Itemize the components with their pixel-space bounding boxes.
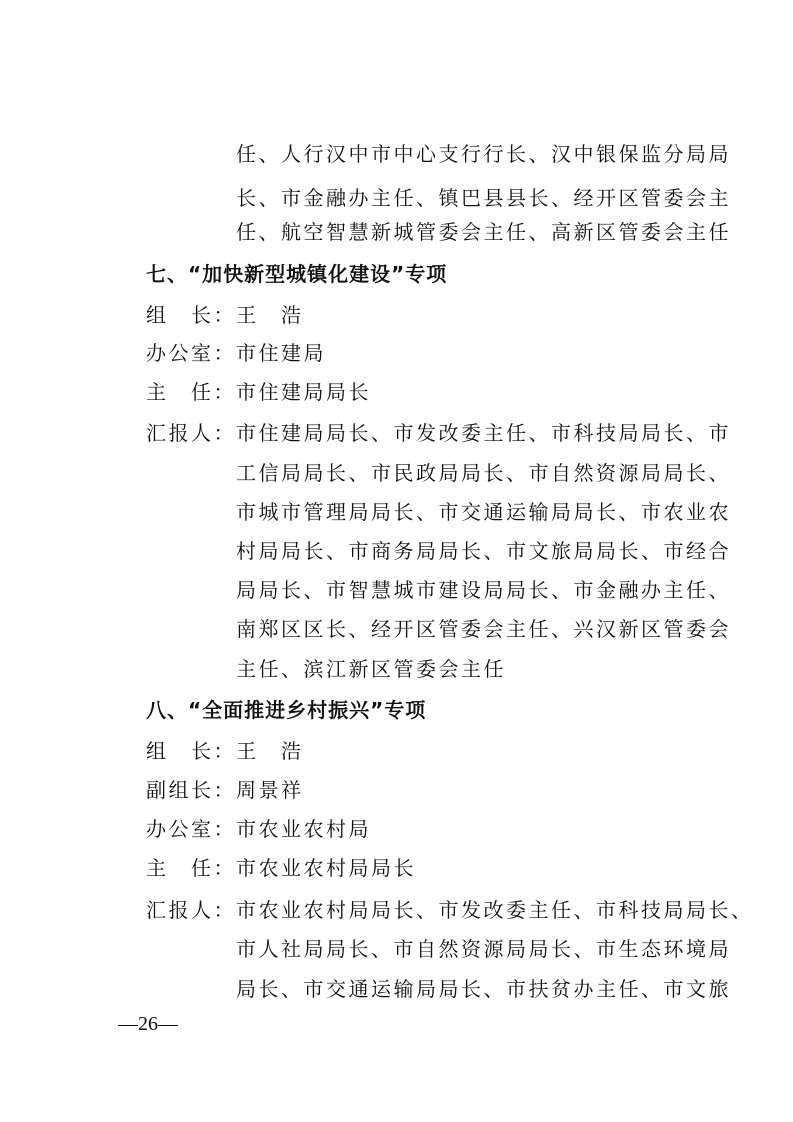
section-8-deputy-row (146, 778, 304, 802)
continuation-line-1: 任、人行汉中市中心支行行长、汉中银保监分局局 (236, 142, 731, 166)
deputy-label: 副组长： (146, 778, 236, 802)
reporter-label: 汇报人： (146, 421, 236, 445)
office-value: 市住建局 (236, 341, 326, 365)
section-7-leader-row (146, 303, 304, 327)
section-7-heading: 七、“加快新型城镇化建设”专项 (146, 262, 448, 286)
reporter-line-5: 局局长、市智慧城市建设局局长、市金融办主任、 (236, 578, 731, 602)
reporter-line-6: 南郑区区长、经开区管委会主任、兴汉新区管委会 (236, 617, 731, 641)
reporter-line-2: 工信局局长、市民政局局长、市自然资源局局长、 (236, 461, 731, 485)
office-label: 办公室： (146, 817, 236, 841)
continuation-line-3: 任、航空智慧新城管委会主任、高新区管委会主任 (236, 220, 731, 244)
reporter-line-4: 村局局长、市商务局局长、市文旅局局长、市经合 (236, 539, 731, 563)
section-7-office-row (146, 341, 326, 365)
director-value: 市住建局局长 (236, 380, 371, 404)
leader-value: 王 浩 (236, 303, 304, 327)
reporter-line-1: 市农业农村局局长、市发改委主任、市科技局局长、 (236, 898, 754, 922)
reporter-line-2: 市人社局局长、市自然资源局局长、市生态环境局 (236, 937, 731, 961)
reporter-line-7: 主任、滨江新区管委会主任 (236, 657, 506, 681)
office-label: 办公室： (146, 341, 236, 365)
continuation-line-2: 长、市金融办主任、镇巴县县长、经开区管委会主 (236, 186, 731, 210)
reporter-label: 汇报人： (146, 898, 236, 922)
section-8-heading: 八、“全面推进乡村振兴”专项 (146, 698, 427, 722)
leader-value: 王 浩 (236, 739, 304, 763)
section-8-reporter-row (146, 898, 754, 922)
page-number: —26— (118, 1013, 178, 1035)
section-7-director-row (146, 380, 371, 404)
leader-label: 组 长： (146, 303, 236, 327)
leader-label: 组 长： (146, 739, 236, 763)
director-label: 主 任： (146, 380, 236, 404)
office-value: 市农业农村局 (236, 817, 371, 841)
reporter-line-3: 局长、市交通运输局局长、市扶贫办主任、市文旅 (236, 977, 731, 1001)
section-8-leader-row (146, 739, 304, 763)
reporter-line-3: 市城市管理局局长、市交通运输局局长、市农业农 (236, 500, 731, 524)
reporter-line-1: 市住建局局长、市发改委主任、市科技局局长、市 (236, 421, 731, 445)
director-label: 主 任： (146, 856, 236, 880)
director-value: 市农业农村局局长 (236, 856, 416, 880)
section-7-reporter-row (146, 421, 731, 445)
section-8-director-row (146, 856, 416, 880)
section-8-office-row (146, 817, 371, 841)
deputy-value: 周景祥 (236, 778, 304, 802)
